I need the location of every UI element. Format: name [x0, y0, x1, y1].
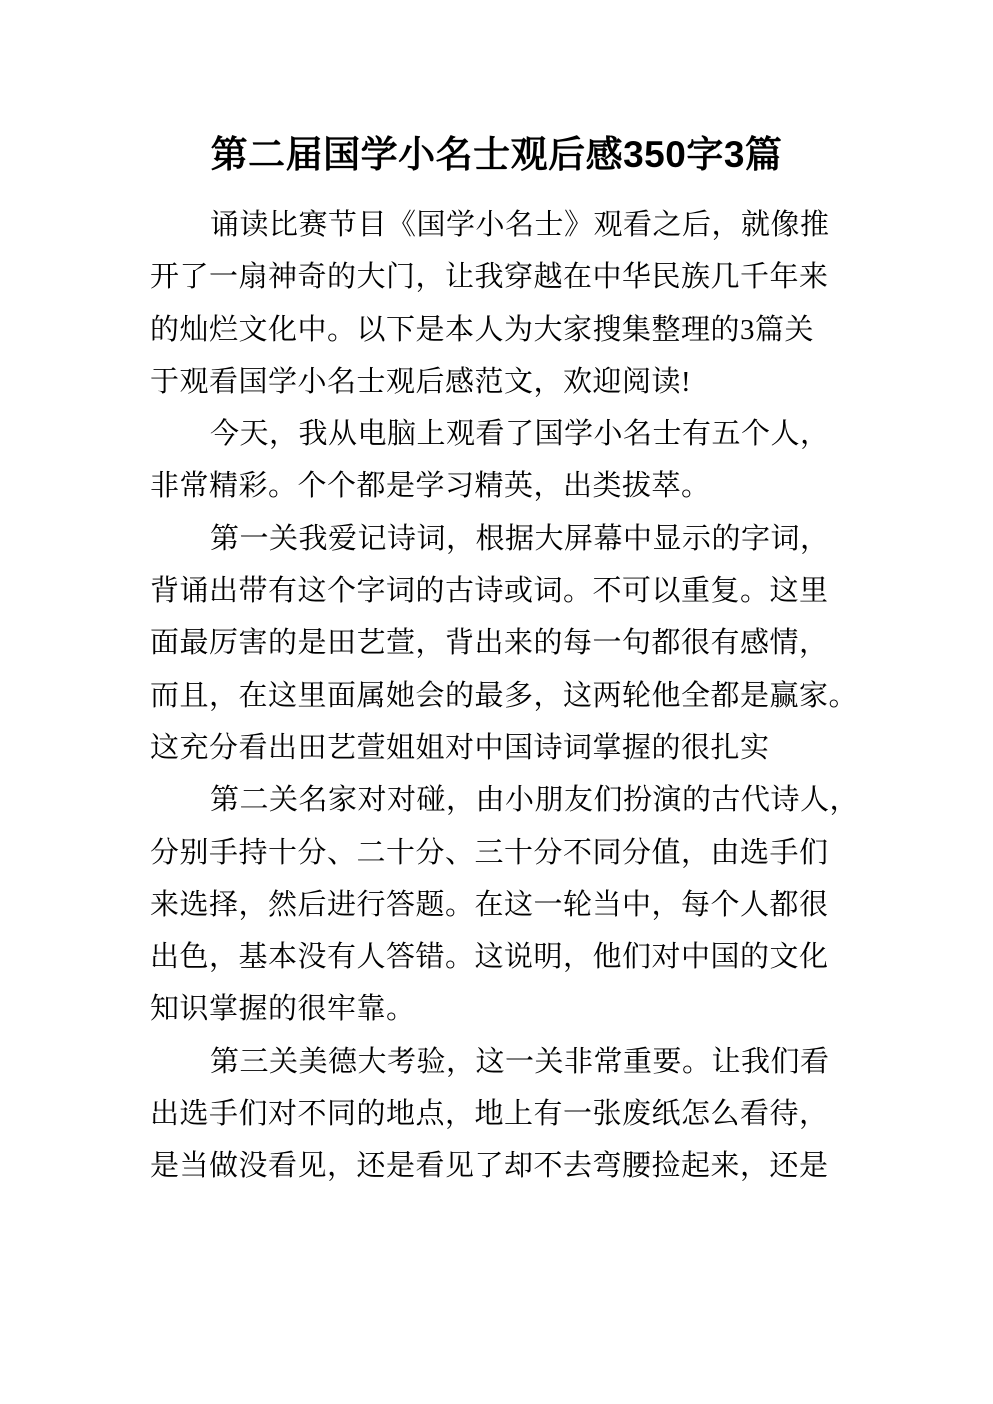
paragraph [150, 199, 870, 408]
text-line: 第三关美德大考验，这一关非常重要。让我们看 [210, 1045, 830, 1078]
text-line: 第二关名家对对碰，由小朋友们扮演的古代诗人， [210, 784, 860, 817]
document-title: 第二届国学小名士观后感350字3篇 [210, 134, 783, 175]
text-line: 分别手持十分、二十分、三十分不同分值，由选手们 [150, 836, 829, 869]
paragraph [150, 408, 870, 513]
text-line: 开了一扇神奇的大门，让我穿越在中华民族几千年来 [150, 261, 829, 294]
text-line: 出选手们对不同的地点，地上有一张废纸怎么看待， [150, 1098, 829, 1131]
paragraph [150, 513, 870, 774]
text-line: 非常精彩。个个都是学习精英，出类拔萃。 [150, 470, 711, 503]
text-line: 第一关我爱记诗词，根据大屏幕中显示的字词， [210, 522, 830, 555]
text-line: 出色，基本没有人答错。这说明，他们对中国的文化 [150, 941, 829, 974]
text-line: 今天，我从电脑上观看了国学小名士有五个人， [210, 418, 830, 451]
paragraph [150, 774, 870, 1035]
text-line: 的灿烂文化中。以下是本人为大家搜集整理的3篇关 [150, 313, 815, 346]
text-line: 于观看国学小名士观后感范文，欢迎阅读! [150, 365, 692, 398]
text-line: 这充分看出田艺萱姐姐对中国诗词掌握的很扎实 [150, 731, 770, 764]
text-line: 而且，在这里面属她会的最多，这两轮他全都是赢家。 [150, 679, 859, 712]
text-line: 来选择，然后进行答题。在这一轮当中，每个人都很 [150, 888, 829, 921]
text-line: 是当做没看见，还是看见了却不去弯腰捡起来，还是 [150, 1150, 829, 1183]
text-line: 诵读比赛节目《国学小名士》观看之后，就像推 [210, 209, 830, 241]
paragraph [150, 1036, 870, 1193]
document-body [150, 199, 870, 1193]
text-line: 面最厉害的是田艺萱，背出来的每一句都很有感情， [150, 627, 829, 660]
text-line: 知识掌握的很牢靠。 [150, 993, 416, 1026]
text-line: 背诵出带有这个字词的古诗或词。不可以重复。这里 [150, 575, 829, 608]
